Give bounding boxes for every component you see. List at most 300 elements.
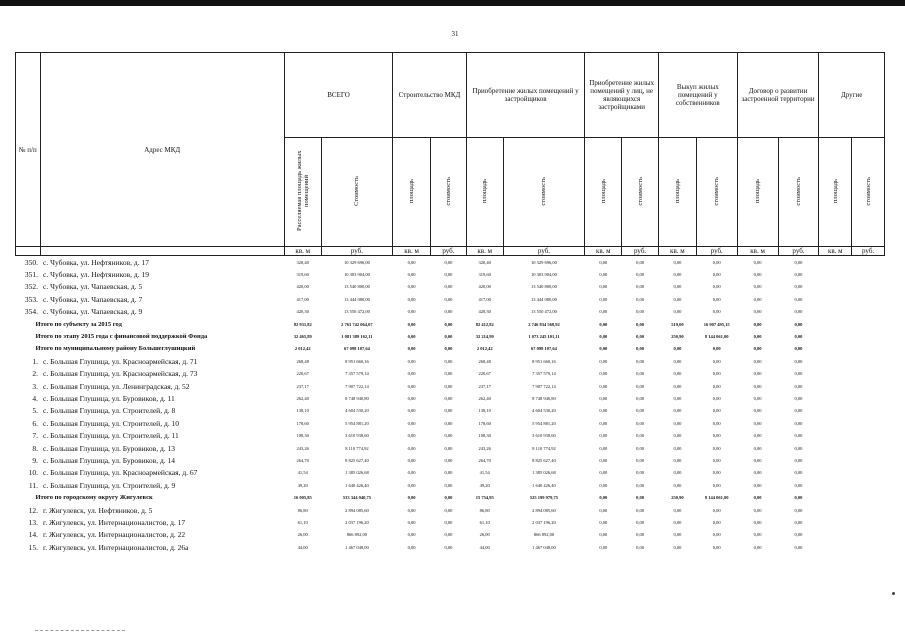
value-cell: 44,00: [479, 544, 490, 550]
row-number: 13.: [28, 517, 39, 527]
value-cell: 0,00: [636, 519, 644, 525]
value-cell: 417,00: [296, 296, 309, 302]
value-cell: [852, 306, 885, 318]
value-cell: 0,00: [636, 321, 644, 327]
value-cell: 0,00: [599, 495, 608, 501]
value-cell: 8 748 940,80: [532, 395, 556, 401]
value-cell: 0,00: [636, 296, 644, 302]
row-address: г. Жигулевск, ул. Интернационалистов, д. 22: [43, 530, 186, 540]
row-address: с. Большая Глушица, ул. Строителей, д. 11: [43, 431, 179, 441]
value-cell: 268,48: [478, 358, 491, 364]
subtotal-label: Итого по муниципальному району Большеглушицкий: [35, 345, 196, 353]
value-cell: 1 073 245 101,11: [528, 334, 560, 340]
value-cell: 0,00: [712, 408, 721, 414]
value-cell: [819, 529, 852, 541]
value-cell: 8 951 660,16: [345, 358, 369, 364]
table-row: [16, 417, 885, 429]
value-cell: 0,00: [673, 420, 682, 426]
value-cell: 0,00: [673, 408, 682, 414]
subtotal-label: Итого по городскому округу Жигулевск: [35, 494, 153, 502]
subtotal-row: [16, 343, 885, 355]
value-cell: 420,00: [296, 284, 309, 290]
value-cell: 0,00: [407, 408, 416, 414]
value-cell: 0,00: [407, 259, 416, 265]
value-cell: 0,00: [673, 346, 682, 352]
value-cell: 61,10: [479, 519, 490, 525]
value-cell: [852, 479, 885, 491]
value-cell: 0,00: [444, 433, 453, 439]
value-cell: 0,00: [673, 457, 682, 463]
value-cell: 0,00: [407, 482, 416, 488]
value-cell: 0,00: [636, 272, 644, 278]
value-cell: 138,10: [478, 408, 491, 414]
value-cell: 0,00: [407, 457, 416, 463]
value-cell: 7 907 722,14: [532, 383, 556, 389]
value-cell: 262,40: [478, 395, 491, 401]
value-cell: 2 037 196,20: [345, 519, 369, 525]
subcol-cost: стоимость: [852, 138, 885, 247]
table-row: [16, 467, 885, 479]
value-cell: 0,00: [444, 272, 453, 278]
row-number: 352.: [24, 282, 39, 292]
value-cell: 0,00: [673, 259, 682, 265]
value-cell: 0,00: [636, 532, 644, 538]
row-number: 11.: [28, 480, 39, 490]
row-address: с. Большая Глушица, ул. Строителей, д. 10: [43, 418, 180, 428]
value-cell: 0,00: [753, 284, 762, 290]
row-number: 3.: [32, 381, 39, 391]
value-cell: 0,00: [712, 507, 721, 513]
value-cell: 220,67: [478, 371, 491, 377]
value-cell: 0,00: [794, 470, 803, 476]
value-cell: 4 604 530,20: [345, 408, 369, 414]
value-cell: 264,70: [478, 457, 491, 463]
footer-dashed-line: [35, 630, 125, 631]
value-cell: 243,26: [478, 445, 491, 451]
value-cell: 86,80: [479, 507, 490, 513]
value-cell: 0,00: [407, 470, 416, 476]
value-cell: 0,00: [599, 408, 608, 414]
value-cell: 0,00: [673, 296, 682, 302]
value-cell: 237,17: [296, 383, 309, 389]
value-cell: 0,00: [599, 519, 608, 525]
units-spacer: [16, 247, 41, 256]
value-cell: 320,40: [478, 259, 491, 265]
value-cell: 138,10: [296, 408, 309, 414]
value-cell: 0,00: [712, 532, 721, 538]
value-cell: 0,00: [599, 420, 608, 426]
value-cell: 0,00: [636, 457, 644, 463]
value-cell: 0,00: [753, 457, 762, 463]
row-number: 2.: [32, 369, 39, 379]
value-cell: 0,00: [753, 532, 762, 538]
value-cell: 0,00: [712, 346, 721, 352]
row-number: 15.: [28, 542, 39, 552]
value-cell: 7 907 722,14: [345, 383, 369, 389]
value-cell: 82 931,82: [293, 321, 312, 327]
value-cell: 0,00: [753, 433, 762, 439]
value-cell: [852, 256, 885, 269]
value-cell: 0,00: [599, 544, 608, 550]
value-cell: 8 825 627,40: [345, 457, 369, 463]
row-address: с. Чубовка, ул. Чапаевская, д. 7: [43, 294, 143, 304]
value-cell: [819, 429, 852, 441]
value-cell: 0,00: [599, 309, 608, 315]
value-cell: 16 005,85: [293, 495, 312, 501]
table-row: [16, 429, 885, 441]
value-cell: 0,00: [794, 507, 803, 513]
value-cell: 0,00: [712, 470, 721, 476]
value-cell: 0,00: [636, 346, 644, 352]
value-cell: 0,00: [599, 395, 608, 401]
table-row: [16, 504, 885, 516]
value-cell: 0,00: [599, 507, 608, 513]
value-cell: 2 894 085,60: [532, 507, 556, 513]
value-cell: 0,00: [636, 395, 644, 401]
value-cell: 32 214,99: [475, 334, 494, 340]
subcol-area: площадь: [585, 138, 622, 247]
value-cell: 0,00: [712, 395, 721, 401]
value-cell: 0,00: [599, 346, 608, 352]
value-cell: 108,30: [478, 433, 491, 439]
value-cell: 0,00: [407, 383, 416, 389]
value-cell: 13 540 800,00: [343, 284, 370, 290]
value-cell: 262,40: [296, 395, 309, 401]
page-number: 31: [451, 30, 459, 38]
value-cell: 0,00: [753, 358, 762, 364]
value-cell: 41,54: [297, 470, 308, 476]
row-number: 12.: [28, 505, 39, 515]
value-cell: 0,00: [599, 358, 608, 364]
table-row: [16, 541, 885, 553]
value-cell: 866 892,00: [533, 532, 555, 538]
value-cell: 0,00: [407, 296, 416, 302]
unit-label: кв. м: [284, 247, 321, 256]
value-cell: [852, 380, 885, 392]
subtotal-row: [16, 318, 885, 330]
value-cell: 250,90: [671, 334, 684, 340]
value-cell: 0,00: [673, 470, 682, 476]
value-cell: [819, 516, 852, 528]
value-cell: 1 640 426,40: [532, 482, 556, 488]
value-cell: 0,00: [794, 457, 803, 463]
value-cell: [819, 467, 852, 479]
value-cell: 0,00: [753, 321, 762, 327]
value-cell: 0,00: [444, 495, 453, 501]
value-cell: 3 610 938,60: [345, 433, 369, 439]
value-cell: 0,00: [673, 433, 682, 439]
header-group-row: [16, 53, 885, 138]
value-cell: 0,00: [753, 445, 762, 451]
row-address: с. Чубовка, ул. Нефтяников, д. 17: [43, 257, 149, 267]
subtotal-label: Итого по субъекту за 2015 год: [35, 320, 122, 328]
value-cell: 0,00: [636, 383, 644, 389]
value-cell: [852, 405, 885, 417]
value-cell: 41,54: [479, 470, 490, 476]
scan-speck: [892, 592, 895, 595]
value-cell: 7 357 579,14: [345, 371, 369, 377]
value-cell: 0,00: [794, 532, 803, 538]
value-cell: 1 467 048,00: [532, 544, 556, 550]
value-cell: 0,00: [599, 433, 608, 439]
value-cell: 420,30: [296, 309, 309, 315]
value-cell: 0,00: [712, 371, 721, 377]
value-cell: 0,00: [712, 259, 721, 265]
value-cell: 0,00: [712, 272, 721, 278]
table-body: [16, 256, 885, 554]
unit-label: кв. м: [737, 247, 778, 256]
table-row: [16, 355, 885, 367]
value-cell: 7 357 579,14: [532, 371, 556, 377]
value-cell: [819, 268, 852, 280]
value-cell: 0,00: [753, 470, 762, 476]
value-cell: 13 550 472,00: [531, 309, 557, 315]
value-cell: 0,00: [753, 383, 762, 389]
value-cell: 10 303 904,00: [343, 272, 370, 278]
value-cell: 13 550 472,00: [343, 309, 370, 315]
col-number-header: № п/п: [16, 53, 41, 247]
table-row: [16, 281, 885, 293]
value-cell: 0,00: [753, 346, 762, 352]
value-cell: 0,00: [794, 284, 803, 290]
value-cell: 0,00: [636, 507, 644, 513]
value-cell: 0,00: [407, 321, 416, 327]
value-cell: 250,90: [671, 495, 684, 501]
table-row: [16, 516, 885, 528]
value-cell: 44,00: [297, 544, 308, 550]
value-cell: 0,00: [794, 371, 803, 377]
value-cell: 0,00: [794, 259, 803, 265]
value-cell: 0,00: [794, 272, 803, 278]
value-cell: 0,00: [712, 433, 721, 439]
value-cell: 0,00: [407, 284, 416, 290]
group-nondeveloper-purchase-header: Приобретение жилых помещений у лиц, не являющихся застройщиками: [585, 53, 659, 138]
unit-label: кв. м: [393, 247, 431, 256]
value-cell: 49,20: [479, 482, 490, 488]
value-cell: 0,00: [794, 296, 803, 302]
subcol-area: площадь: [466, 138, 503, 247]
value-cell: 0,00: [599, 272, 608, 278]
value-cell: 61,10: [297, 519, 308, 525]
value-cell: 8 110 774,92: [345, 445, 369, 451]
row-number: 7.: [32, 431, 39, 441]
value-cell: 0,00: [794, 420, 803, 426]
value-cell: [852, 330, 885, 342]
value-cell: 1 467 048,00: [345, 544, 369, 550]
value-cell: 2 763 742 064,07: [341, 321, 373, 327]
value-cell: [819, 343, 852, 355]
value-cell: 82 412,82: [475, 321, 494, 327]
group-development-agreement-header: Договор о развитии застроенной территории: [737, 53, 819, 138]
col-address-header: Адрес МКД: [40, 53, 284, 247]
value-cell: [852, 392, 885, 404]
value-cell: 0,00: [753, 507, 762, 513]
value-cell: 5 954 881,20: [345, 420, 369, 426]
value-cell: 0,00: [794, 433, 803, 439]
group-construction-header: Строительство МКД: [393, 53, 467, 138]
row-address: с. Большая Глушица, ул. Красноармейская, д. 73: [43, 369, 198, 379]
value-cell: 0,00: [753, 296, 762, 302]
value-cell: [819, 368, 852, 380]
value-cell: 108,30: [296, 433, 309, 439]
unit-label: руб.: [321, 247, 393, 256]
value-cell: [819, 504, 852, 516]
value-cell: 243,26: [296, 445, 309, 451]
subcol-area: площадь: [393, 138, 431, 247]
value-cell: 8 748 940,80: [345, 395, 369, 401]
row-address: с. Большая Глушица, ул. Буровиков, д. 13: [43, 443, 176, 453]
value-cell: 0,00: [599, 321, 608, 327]
value-cell: 0,00: [444, 457, 453, 463]
value-cell: 0,00: [636, 544, 644, 550]
value-cell: 1 385 026,68: [345, 470, 369, 476]
unit-label: руб.: [431, 247, 467, 256]
value-cell: 0,00: [673, 383, 682, 389]
value-cell: 420,30: [478, 309, 491, 315]
value-cell: 0,00: [444, 371, 453, 377]
value-cell: [819, 380, 852, 392]
value-cell: 0,00: [407, 371, 416, 377]
value-cell: 0,00: [407, 346, 416, 352]
value-cell: [819, 306, 852, 318]
value-cell: [819, 442, 852, 454]
row-address: с. Большая Глушица, ул. Строителей, д. 9: [43, 480, 176, 490]
value-cell: 0,00: [599, 470, 608, 476]
value-cell: 8 110 774,92: [532, 445, 556, 451]
value-cell: 0,00: [636, 358, 644, 364]
value-cell: 0,00: [636, 309, 644, 315]
table-row: [16, 306, 885, 318]
value-cell: [819, 454, 852, 466]
value-cell: 0,00: [599, 296, 608, 302]
value-cell: 0,00: [712, 445, 721, 451]
value-cell: 0,00: [599, 383, 608, 389]
row-address: с. Чубовка, ул. Чапаевская, д. 5: [43, 282, 143, 292]
value-cell: 0,00: [636, 334, 644, 340]
value-cell: 0,00: [673, 445, 682, 451]
unit-label: руб.: [503, 247, 585, 256]
value-cell: 866 892,00: [346, 532, 368, 538]
value-cell: 10 303 904,00: [531, 272, 557, 278]
value-cell: [819, 281, 852, 293]
value-cell: 0,00: [712, 482, 721, 488]
row-number: 5.: [32, 406, 39, 416]
value-cell: [852, 491, 885, 503]
value-cell: 0,00: [712, 420, 721, 426]
row-address: г. Жигулевск, ул. Интернационалистов, д. 26а: [43, 542, 189, 552]
value-cell: 8 144 061,00: [704, 495, 729, 501]
value-cell: 0,00: [673, 532, 682, 538]
value-cell: 0,00: [407, 395, 416, 401]
value-cell: 0,00: [673, 371, 682, 377]
row-number: 353.: [24, 294, 39, 304]
value-cell: 0,00: [712, 358, 721, 364]
value-cell: [852, 454, 885, 466]
row-number: 350.: [24, 257, 39, 267]
row-number: 8.: [32, 443, 39, 453]
subcol-cost: стоимость: [503, 138, 585, 247]
value-cell: 0,00: [599, 457, 608, 463]
value-cell: 0,00: [636, 420, 644, 426]
value-cell: [852, 281, 885, 293]
value-cell: 525 199 979,75: [529, 495, 559, 501]
value-cell: 0,00: [444, 544, 453, 550]
value-cell: 533 344 040,75: [342, 495, 371, 501]
value-cell: 0,00: [794, 334, 803, 340]
value-cell: 0,00: [444, 408, 453, 414]
value-cell: 67 098 107,64: [343, 346, 370, 352]
value-cell: [852, 429, 885, 441]
value-cell: [852, 529, 885, 541]
resettlement-table-sheet: [15, 52, 885, 553]
value-cell: [852, 318, 885, 330]
value-cell: [852, 504, 885, 516]
value-cell: 0,00: [444, 470, 453, 476]
value-cell: 268,48: [296, 358, 309, 364]
value-cell: 0,00: [444, 346, 453, 352]
table-row: [16, 380, 885, 392]
value-cell: 13 444 080,00: [531, 296, 557, 302]
subcol-resettled-area: Расселяемая площадь жилых помещений: [284, 138, 321, 247]
value-cell: 0,00: [444, 321, 453, 327]
table-row: [16, 392, 885, 404]
table-row: [16, 256, 885, 269]
group-total-header: ВСЕГО: [284, 53, 392, 138]
value-cell: 0,00: [444, 519, 453, 525]
value-cell: 13 540 800,00: [531, 284, 557, 290]
units-row: [16, 247, 885, 256]
value-cell: 0,00: [753, 334, 762, 340]
value-cell: 26,00: [297, 532, 308, 538]
value-cell: 0,00: [407, 519, 416, 525]
value-cell: 0,00: [407, 495, 416, 501]
value-cell: 0,00: [599, 532, 608, 538]
value-cell: 0,00: [712, 309, 721, 315]
value-cell: 0,00: [753, 495, 762, 501]
value-cell: 178,60: [478, 420, 491, 426]
value-cell: 0,00: [407, 420, 416, 426]
unit-label: кв. м: [466, 247, 503, 256]
value-cell: 0,00: [407, 507, 416, 513]
subtotal-row: [16, 491, 885, 503]
value-cell: 0,00: [753, 482, 762, 488]
units-spacer: [40, 247, 284, 256]
scan-top-border: [0, 0, 905, 6]
value-cell: 0,00: [753, 371, 762, 377]
row-number: 1.: [32, 356, 39, 366]
unit-label: руб.: [778, 247, 819, 256]
value-cell: 3 610 938,60: [532, 433, 556, 439]
value-cell: 0,00: [636, 433, 644, 439]
value-cell: 0,00: [444, 334, 453, 340]
value-cell: 237,17: [478, 383, 491, 389]
value-cell: 2 746 834 568,92: [528, 321, 560, 327]
row-address: с. Большая Глушица, ул. Буровиков, д. 11: [43, 393, 175, 403]
row-number: 9.: [32, 455, 39, 465]
subcol-area: площадь: [658, 138, 696, 247]
value-cell: 0,00: [636, 470, 644, 476]
value-cell: 519,00: [671, 321, 684, 327]
value-cell: 8 951 660,16: [532, 358, 556, 364]
value-cell: 0,00: [794, 321, 803, 327]
value-cell: 0,00: [794, 383, 803, 389]
subtotal-row: [16, 330, 885, 342]
value-cell: 0,00: [712, 284, 721, 290]
value-cell: 0,00: [636, 495, 644, 501]
value-cell: 0,00: [712, 457, 721, 463]
value-cell: [852, 268, 885, 280]
value-cell: 0,00: [794, 395, 803, 401]
